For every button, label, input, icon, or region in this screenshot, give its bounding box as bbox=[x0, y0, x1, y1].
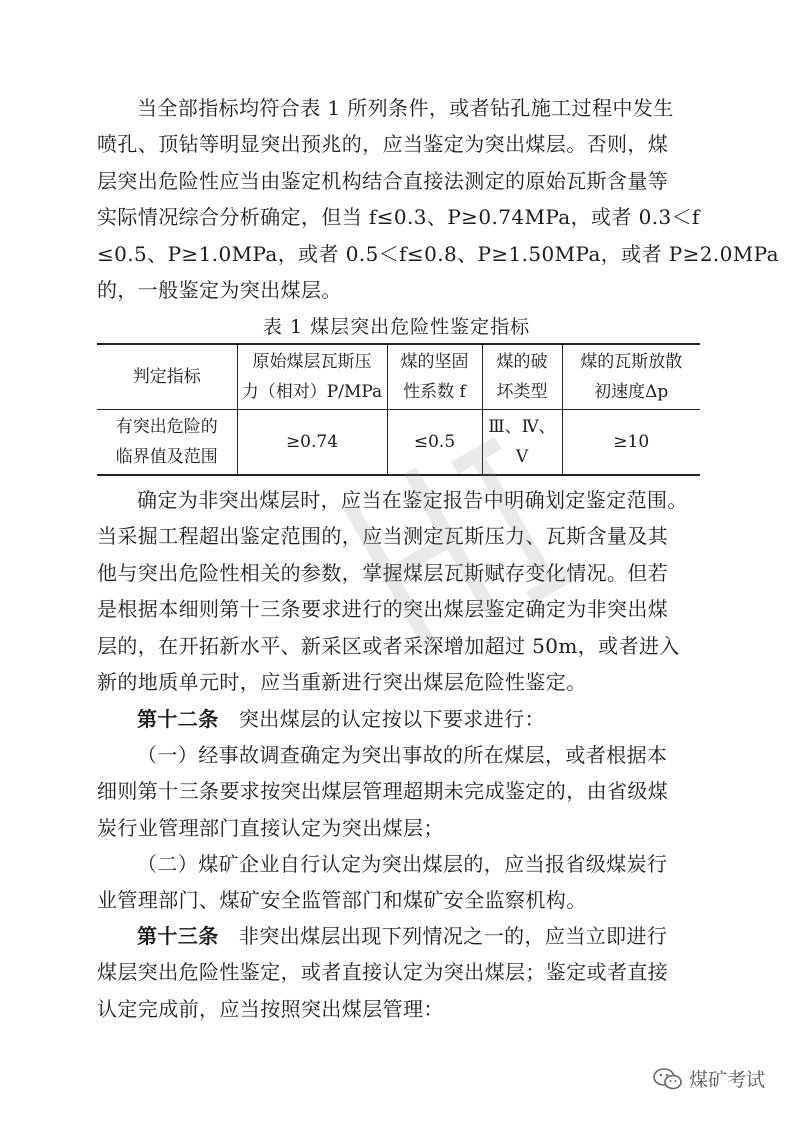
account-footer[interactable] bbox=[653, 1065, 765, 1092]
text-line: 细则第十三条要求按突出煤层管理超期未完成鉴定的，由省级煤 bbox=[97, 779, 669, 804]
text-line: ≤0.5、P≥1.0MPa，或者 0.5＜f≤0.8、P≥1.50MPa，或者 P≥2.0MPa bbox=[97, 241, 779, 266]
text-line: 层的，在开拓新水平、新采区或者采深增加超过 50m，或者进入 bbox=[97, 633, 680, 658]
text-line: 他与突出危险性相关的参数，掌握煤层瓦斯赋存变化情况。但若 bbox=[97, 560, 669, 585]
article-12 bbox=[97, 701, 700, 737]
article-title: 第十二条 bbox=[137, 707, 219, 731]
text-line: （一）经事故调查确定为突出事故的所在煤层，或者根据本 bbox=[137, 743, 668, 767]
text-line: 煤层突出危险性鉴定，或者直接认定为突出煤层；鉴定或者直接 bbox=[97, 960, 669, 985]
criteria-table bbox=[97, 343, 700, 476]
table-header-row bbox=[97, 344, 700, 410]
text-line: 第十二条 突出煤层的认定按以下要求进行： bbox=[137, 707, 545, 731]
text-line: 确定为非突出煤层时，应当在鉴定报告中明确划定鉴定范围。 bbox=[137, 488, 688, 512]
text-line: 炭行业管理部门直接认定为突出煤层； bbox=[97, 815, 444, 840]
intro-paragraph bbox=[97, 90, 779, 308]
table-cell: 有突出危险的 临界值及范围 bbox=[97, 410, 237, 476]
item-1 bbox=[97, 737, 700, 846]
text-line: 业管理部门、煤矿安全监管部门和煤矿安全监察机构。 bbox=[97, 888, 587, 913]
text-line: 是根据本细则第十三条要求进行的突出煤层鉴定确定为非突出煤 bbox=[97, 597, 669, 622]
header-cell: 原始煤层瓦斯压 力（相对）P/MPa bbox=[237, 344, 387, 410]
header-cell: 煤的破 坏类型 bbox=[482, 344, 562, 410]
header-cell: 煤的瓦斯放散 初速度Δp bbox=[562, 344, 700, 410]
account-name: 煤矿考试 bbox=[688, 1069, 765, 1091]
article-13 bbox=[97, 918, 700, 1027]
table-caption: 表 1 煤层突出危险性鉴定指标 bbox=[262, 316, 531, 338]
header-cell: 判定指标 bbox=[97, 344, 237, 410]
table-cell: ≤0.5 bbox=[387, 410, 482, 476]
text-line: 新的地质单元时，应当重新进行突出煤层危险性鉴定。 bbox=[97, 669, 587, 694]
text-line: 认定完成前，应当按照突出煤层管理： bbox=[97, 996, 444, 1021]
item-2 bbox=[97, 846, 700, 919]
article-title: 第十三条 bbox=[137, 924, 219, 948]
text-line: 层突出危险性应当由鉴定机构结合直接法测定的原始瓦斯含量等 bbox=[97, 168, 669, 193]
scope-paragraph bbox=[97, 482, 700, 700]
wechat-icon bbox=[653, 1068, 683, 1090]
text-line: （二）煤矿企业自行认定为突出煤层的，应当报省级煤炭行 bbox=[137, 852, 668, 876]
text-line: 当采掘工程超出鉴定范围的，应当测定瓦斯压力、瓦斯含量及其 bbox=[97, 524, 669, 549]
table-cell: Ⅲ、Ⅳ、 Ⅴ bbox=[482, 410, 562, 476]
text-line: 第十三条 非突出煤层出现下列情况之一的，应当立即进行 bbox=[137, 924, 668, 948]
table-row bbox=[97, 410, 700, 476]
text-line: 实际情况综合分析确定，但当 f≤0.3、P≥0.74MPa，或者 0.3＜f bbox=[97, 205, 700, 230]
text-line: 喷孔、顶钻等明显突出预兆的，应当鉴定为突出煤层。否则，煤 bbox=[97, 132, 669, 157]
table-cell: ≥0.74 bbox=[237, 410, 387, 476]
table-cell: ≥10 bbox=[562, 410, 700, 476]
header-cell: 煤的坚固 性系数 f bbox=[387, 344, 482, 410]
text-line: 的，一般鉴定为突出煤层。 bbox=[97, 277, 342, 302]
text-line: 当全部指标均符合表 1 所列条件，或者钻孔施工过程中发生 bbox=[137, 96, 674, 120]
